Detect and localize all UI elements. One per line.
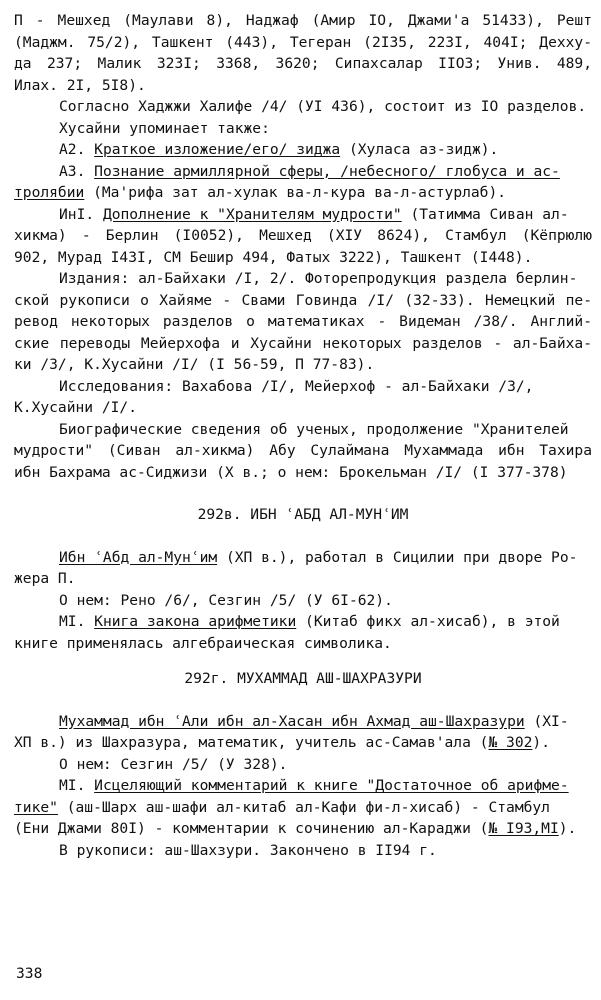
text-line: ские переводы Мейерхофа и Хусайни некоторых разделов - ал-Байха- (14, 334, 592, 352)
text-line: О нем: Сезгин /5/ (У 328). (59, 755, 288, 773)
spacer (14, 654, 592, 668)
author-name: Мухаммад ибн ʿАли ибн ал-Хасан ибн Ахмад аш-Шахразури (59, 712, 525, 730)
text-line: П - Мешхед (Маулави 8), Наджаф (Амир IO, Джами'а 51433), Решт (14, 12, 592, 29)
page-number: 338 (16, 965, 43, 982)
text-line: Издания: ал-Байхаки /I, 2/. Фоторепродукция раздела берлин- (59, 270, 578, 287)
text-line: хикма) - Берлин (I0052), Мешхед (XIУ 8624), Стамбул (Кёпрюлю (14, 227, 592, 244)
cross-reference: № 302 (488, 734, 533, 751)
text-line: ибн Бахрама ас-Сиджизи (X в.; о нем: Брокельман /I/ (I 377-378) (14, 463, 568, 481)
work-title: Исцеляющий комментарий к книге "Достаточное об арифме- (94, 777, 569, 794)
text-line: К.Хусайни /I/. (14, 399, 138, 416)
text-line: В рукописи: аш-Шахзури. Закончено в II94 г. (59, 841, 437, 859)
entry-mi: МI. Исцеляющий комментарий к книге "Достаточное об арифме- (59, 777, 569, 794)
entry-a3-continued: тролябии (Ма'рифа зат ал-хулак ва-л-кура ва-л-астурлаб). (14, 184, 507, 201)
text-line: ки /3/, К.Хусайни /I/ (I 56-59, П 77-83). (14, 356, 375, 373)
text-line: XП в.) из Шахразура, математик, учитель ас-Самав'ала (№ 302). (14, 734, 550, 751)
text-line: да 237; Малик 323I; 3368, 3620; Сипахсалар IIO3; Унив. 489, (14, 55, 592, 72)
text-line: (Ени Джами 80I) - комментарии к сочинению ал-Караджи (№ I93,МI). (14, 820, 577, 837)
text-line: Илах. 2I, 5I8). (14, 76, 146, 94)
work-title: тролябии (14, 184, 85, 201)
work-title: Дополнение к "Хранителям мудрости" (102, 205, 402, 223)
entry-mi-continued: тике" (аш-Шарх аш-шафи ал-китаб ал-Кафи фи-л-хисаб) - Стамбул (14, 798, 550, 816)
work-title: тике" (14, 798, 58, 816)
work-title: Краткое изложение/его/ зиджа (94, 141, 341, 158)
work-title: Познание армиллярной сферы, /небесного/ глобуса и ас- (94, 162, 560, 180)
text-line: (Маджм. 75/2), Ташкент (443), Тегеран (2I35, 223I, 404I; Дехху- (14, 33, 592, 51)
paragraph-manuscripts-continued (14, 10, 592, 96)
text-line: жера П. (14, 570, 76, 587)
entry-a2: А2. Краткое изложение/его/ зиджа (Хуласа аз-зидж). (59, 141, 499, 158)
text-line: ревод некоторых разделов о математиках - Видеман /38/. Англий- (14, 313, 592, 330)
text-line: ской рукописи о Хайяме - Свами Говинда /I/ (32-33). Немецкий пе- (14, 291, 592, 309)
entry-mi: МI. Книга закона арифметики (Китаб фикх ал-хисаб), в этой (59, 613, 560, 630)
entry-author: Мухаммад ибн ʿАли ибн ал-Хасан ибн Ахмад аш-Шахразури (XI- (59, 712, 569, 730)
cross-reference: № I93,МI (488, 820, 559, 837)
document-page (14, 10, 592, 861)
section-heading-292v: 292в. ИБН ʿАБД АЛ-МУНʿИМ (197, 506, 409, 523)
entry-ini: ИнI. Дополнение к "Хранителям мудрости" (Татимма Сиван ал- (59, 205, 569, 223)
entry-a3: А3. Познание армиллярной сферы, /небесного/ глобуса и ас- (59, 162, 560, 180)
section-heading-292g: 292г. МУХАММАД АШ-ШАХРАЗУРИ (184, 670, 422, 687)
entry-author: Ибн ʿАбд ал-Мунʿим (XП в.), работал в Сицилии при дворе Ро- (59, 548, 578, 566)
text-line: мудрости" (Сиван ал-хикма) Абу Сулаймана Мухаммада ибн Тахира (14, 442, 592, 459)
paragraph-studies (14, 376, 592, 419)
paragraph-sections (14, 96, 592, 139)
text-line: Биографические сведения об ученых, продолжение "Хранителей (59, 420, 569, 438)
author-name: Ибн ʿАбд ал-Мунʿим (59, 548, 218, 566)
work-title: Книга закона арифметики (94, 613, 297, 630)
spacer (14, 690, 592, 711)
text-line: Хусайни упоминает также: (59, 119, 270, 137)
spacer (14, 526, 592, 547)
text-line: Согласно Хаджжи Халифе /4/ (УI 436), состоит из IO разделов. (59, 98, 587, 115)
paragraph-editions (14, 268, 592, 376)
spacer (14, 483, 592, 504)
text-line: книге применялась алгебраическая символика. (14, 634, 392, 652)
text-line: О нем: Рено /6/, Сезгин /5/ (У 6I-62). (59, 591, 393, 609)
paragraph-biography (14, 419, 592, 484)
text-line: 902, Мурад I43I, СМ Бешир 494, Фатых 3222), Ташкент (I448). (14, 248, 533, 266)
text-line: Исследования: Вахабова /I/, Мейерхоф - ал-Байхаки /3/, (59, 377, 534, 395)
